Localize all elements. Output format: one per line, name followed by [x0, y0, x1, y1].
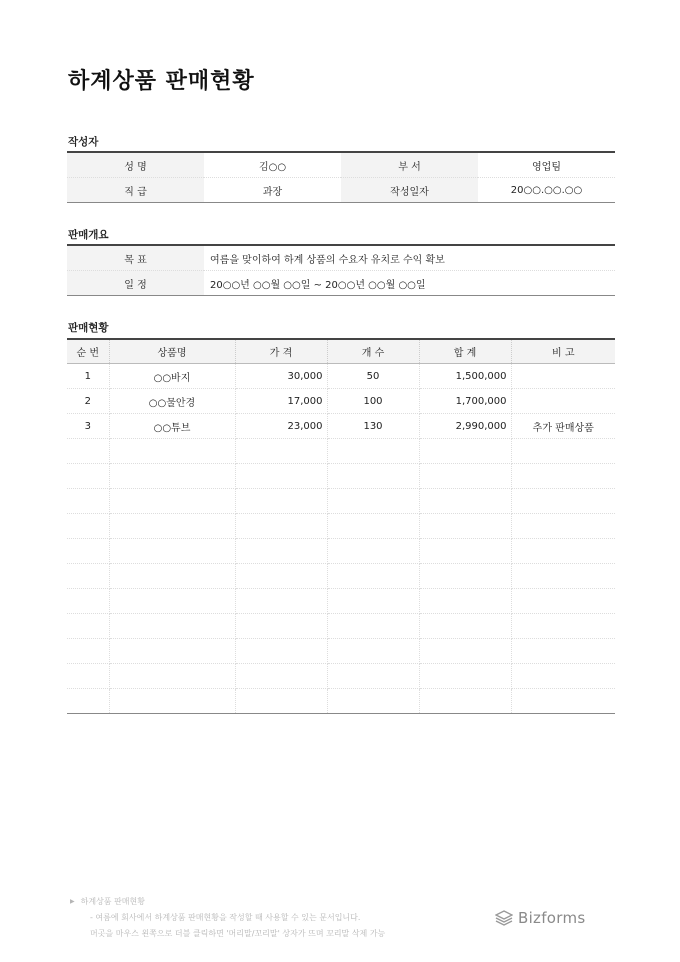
cell-no: [67, 539, 109, 564]
cell-product: [109, 439, 235, 464]
department-label: 부 서: [341, 152, 478, 178]
name-label: 성 명: [67, 152, 204, 178]
sales-section-label: 판매현황: [68, 322, 109, 334]
cell-total: 2,990,000: [419, 414, 511, 439]
author-table: [67, 151, 615, 203]
cell-price: [235, 539, 327, 564]
cell-price: [235, 689, 327, 714]
empty-row: [67, 639, 615, 664]
cell-product: [109, 664, 235, 689]
cell-note: [511, 539, 615, 564]
cell-note: 추가 판매상품: [511, 414, 615, 439]
header-price: 가 격: [235, 339, 327, 364]
cell-no: [67, 589, 109, 614]
cell-note: [511, 564, 615, 589]
empty-row: [67, 539, 615, 564]
cell-product: ○○물안경: [109, 389, 235, 414]
cell-product: [109, 539, 235, 564]
empty-row: [67, 589, 615, 614]
cell-product: ○○바지: [109, 364, 235, 389]
cell-note: [511, 389, 615, 414]
date-value: 20○○.○○.○○: [510, 184, 583, 196]
cell-note: [511, 589, 615, 614]
cell-price: [235, 439, 327, 464]
cell-total: [419, 564, 511, 589]
schedule-label: 일 정: [67, 271, 204, 296]
header-no: 순 번: [67, 339, 109, 364]
cell-note: [511, 614, 615, 639]
cell-price: [235, 639, 327, 664]
cell-note: [511, 514, 615, 539]
cell-no: 1: [67, 364, 109, 389]
cell-no: [67, 464, 109, 489]
cell-quantity: [327, 689, 419, 714]
cell-total: [419, 489, 511, 514]
sales-row: [67, 414, 615, 439]
logo-text: Bizforms: [518, 909, 586, 927]
cell-total: [419, 439, 511, 464]
cell-quantity: [327, 589, 419, 614]
overview-row: [67, 245, 615, 271]
header-total: 합 계: [419, 339, 511, 364]
cell-quantity: [327, 439, 419, 464]
header-product: 상품명: [109, 339, 235, 364]
cell-no: [67, 664, 109, 689]
cell-price: [235, 514, 327, 539]
triangle-bullet-icon: ▶: [70, 898, 75, 905]
empty-row: [67, 614, 615, 639]
empty-row: [67, 514, 615, 539]
cell-product: [109, 639, 235, 664]
cell-no: 2: [67, 389, 109, 414]
cell-note: [511, 639, 615, 664]
cell-product: [109, 489, 235, 514]
footer: [70, 894, 385, 942]
cell-product: [109, 464, 235, 489]
footer-title: 하계상품 판매현황: [80, 897, 145, 906]
cell-product: [109, 564, 235, 589]
cell-total: [419, 664, 511, 689]
schedule-value: 20○○년 ○○월 ○○일 ~ 20○○년 ○○월 ○○일: [210, 279, 426, 291]
cell-price: 30,000: [235, 364, 327, 389]
goal-value: 여름을 맞이하여 하계 상품의 수요자 유치로 수익 확보: [204, 245, 615, 271]
empty-row: [67, 439, 615, 464]
cell-total: [419, 464, 511, 489]
sales-body: [67, 364, 615, 714]
footer-line2: 머곳을 마우스 왼쪽으로 더블 클릭하면 '머리말/꼬리말' 상자가 뜨며 꼬리말 삭제 가능: [90, 929, 386, 938]
empty-row: [67, 564, 615, 589]
author-section-label: 작성자: [68, 136, 99, 148]
cell-price: [235, 614, 327, 639]
cell-price: [235, 464, 327, 489]
overview-table: [67, 244, 615, 296]
cell-quantity: 130: [327, 414, 419, 439]
cell-quantity: 50: [327, 364, 419, 389]
bizforms-logo: [495, 909, 586, 927]
empty-row: [67, 464, 615, 489]
cell-quantity: [327, 664, 419, 689]
overview-row: [67, 271, 615, 296]
author-row: [67, 152, 615, 178]
sales-row: [67, 364, 615, 389]
header-quantity: 개 수: [327, 339, 419, 364]
cell-quantity: [327, 539, 419, 564]
cell-total: [419, 639, 511, 664]
cell-no: [67, 564, 109, 589]
goal-label: 목 표: [67, 245, 204, 271]
cell-total: 1,700,000: [419, 389, 511, 414]
cell-no: 3: [67, 414, 109, 439]
page-title: 하계상품 판매현황: [68, 69, 255, 94]
rank-value: 과장: [262, 186, 283, 198]
cell-product: ○○튜브: [109, 414, 235, 439]
header-note: 비 고: [511, 339, 615, 364]
cell-total: [419, 689, 511, 714]
cell-no: [67, 614, 109, 639]
cell-note: [511, 439, 615, 464]
empty-row: [67, 489, 615, 514]
cell-no: [67, 514, 109, 539]
sales-table: [67, 338, 615, 714]
cell-no: [67, 489, 109, 514]
cell-total: [419, 614, 511, 639]
layers-icon: [495, 910, 513, 926]
cell-total: 1,500,000: [419, 364, 511, 389]
cell-price: 23,000: [235, 414, 327, 439]
date-label: 작성일자: [341, 178, 478, 203]
cell-no: [67, 639, 109, 664]
empty-row: [67, 664, 615, 689]
cell-note: [511, 364, 615, 389]
sales-row: [67, 389, 615, 414]
cell-note: [511, 489, 615, 514]
overview-section-label: 판매개요: [68, 229, 109, 241]
cell-total: [419, 514, 511, 539]
cell-total: [419, 589, 511, 614]
rank-label: 직 급: [67, 178, 204, 203]
cell-quantity: [327, 489, 419, 514]
cell-quantity: [327, 564, 419, 589]
cell-quantity: [327, 614, 419, 639]
cell-product: [109, 614, 235, 639]
footer-line1: - 여름에 회사에서 하계상품 판매현황을 작성할 때 사용할 수 있는 문서입니다.: [90, 913, 361, 922]
cell-price: [235, 664, 327, 689]
cell-product: [109, 514, 235, 539]
cell-total: [419, 539, 511, 564]
cell-price: [235, 489, 327, 514]
author-row: [67, 178, 615, 203]
name-value: 김○○: [204, 152, 341, 178]
cell-note: [511, 664, 615, 689]
cell-product: [109, 589, 235, 614]
cell-price: [235, 589, 327, 614]
cell-quantity: [327, 514, 419, 539]
cell-price: [235, 564, 327, 589]
cell-note: [511, 464, 615, 489]
cell-quantity: 100: [327, 389, 419, 414]
cell-no: [67, 689, 109, 714]
cell-no: [67, 439, 109, 464]
sales-header-row: [67, 339, 615, 364]
empty-row: [67, 689, 615, 714]
cell-product: [109, 689, 235, 714]
cell-note: [511, 689, 615, 714]
department-value: 영업팀: [478, 152, 615, 178]
cell-price: 17,000: [235, 389, 327, 414]
cell-quantity: [327, 639, 419, 664]
cell-quantity: [327, 464, 419, 489]
